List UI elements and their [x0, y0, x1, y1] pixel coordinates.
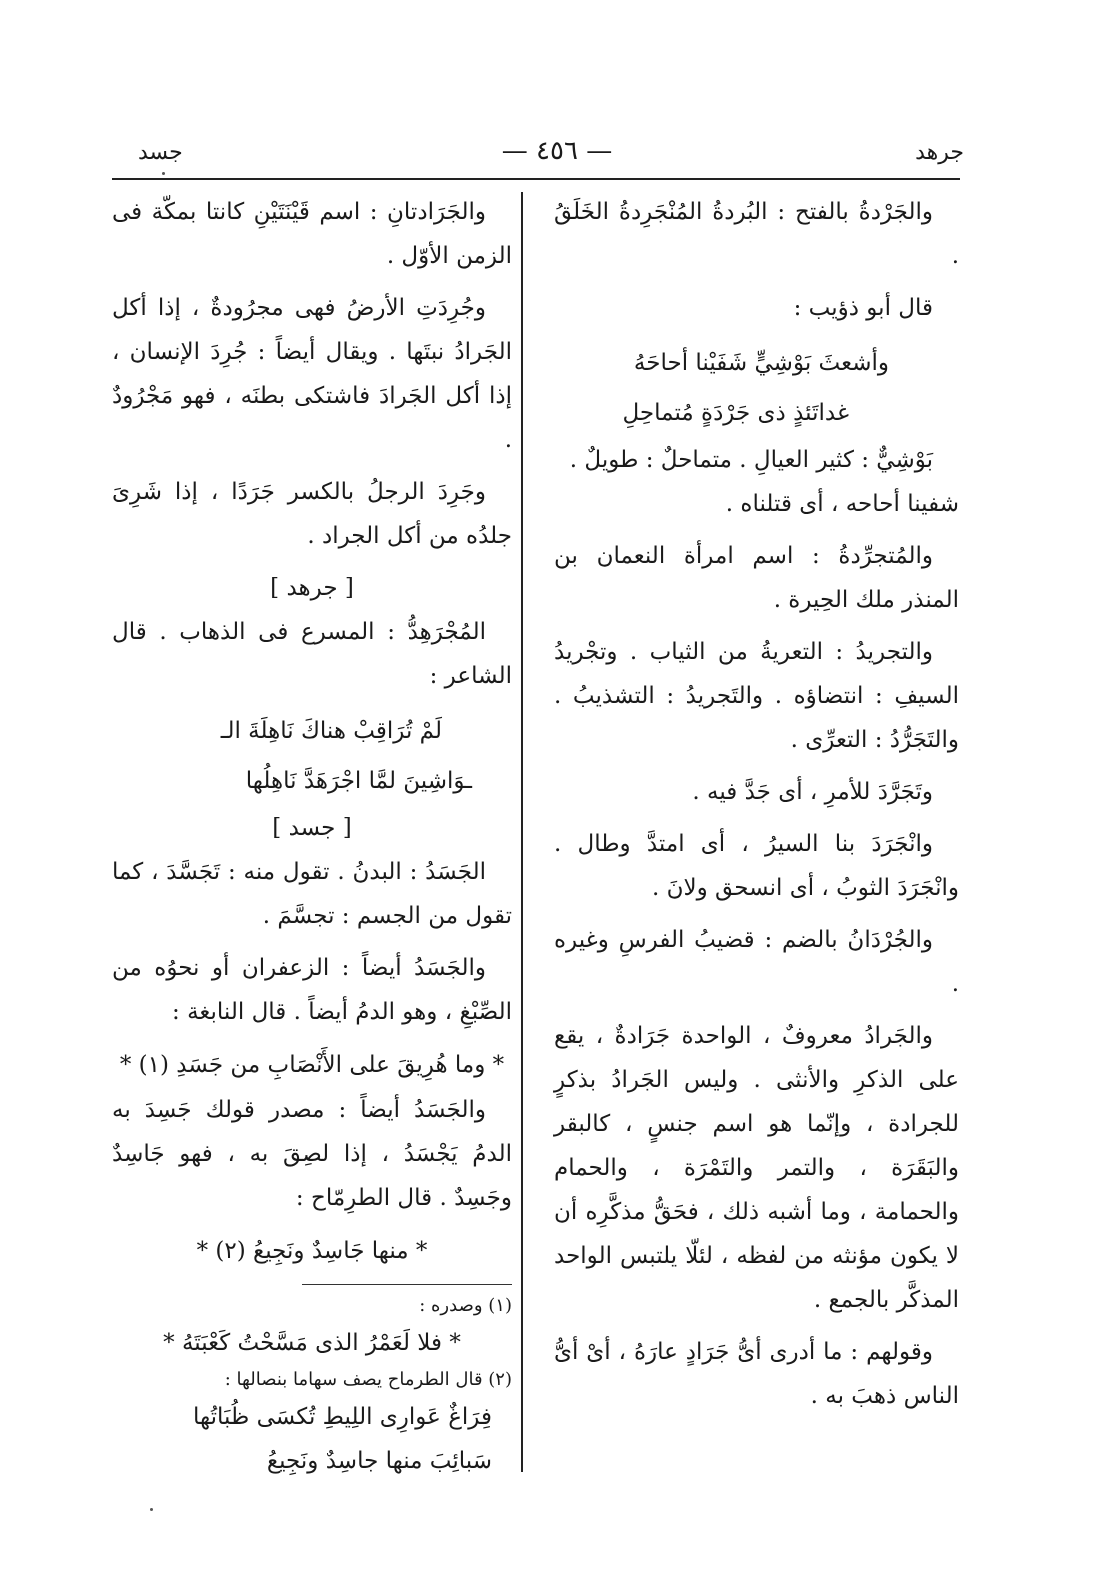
- entry-paragraph: وتَجَرَّدَ للأمرِ ، أى جَدَّ فيه .: [692, 779, 933, 805]
- footnote-rule: [302, 1284, 512, 1285]
- entry-paragraph: والجَرادُ معروفٌ ، الواحدة جَرَادةٌ ، يقع على الذكرِ والأنثى . وليس الجَرادُ بذكرٍ للجرادة ، وإنّما هو اسم جنسٍ ، كالبقر والبَقَرَة ، والتمر والتَمْرَة ، والحمام والحمامة ، وما أشبه ذلك ، فحَقُّ مذكَّرِه أن لا يكون مؤنثه من لفظه ، لئلّا يلتبس الواحد المذكَّر بالجمع .: [554, 1023, 959, 1313]
- entry-paragraph: شفينا أحاحه ، أى قتلناه .: [725, 491, 959, 517]
- header-rule: [112, 178, 960, 180]
- entry-paragraph: والجَرْدةُ بالفتح : البُردةُ المُنْجَرِدةُ الخَلَقُ .: [554, 199, 959, 269]
- entry-paragraph: وانْجَرَدَ بنا السيرُ ، أى امتدَّ وطال . وانْجَرَدَ الثوبُ ، أى انسحق ولانَ .: [554, 831, 959, 901]
- entry-paragraph: وجُرِدَتِ الأرضُ فهى مجرُودةٌ ، إذا أكل الجَرادُ نبتَها . ويقال أيضاً : جُرِدَ الإنسان ، إذا أكل الجَرادَ فاشتكى بطنَه ، فهو مَجْرُودٌ .: [112, 295, 512, 453]
- footnote-label: (١) وصدره :: [419, 1295, 512, 1316]
- footnote-label: (٢) قال الطرماح يصف سهاما بنصالها :: [224, 1369, 512, 1390]
- entry-paragraph: قال أبو ذؤيب :: [793, 295, 933, 321]
- entry-paragraph: والجَرَادتانِ : اسم قَيْنَتَيْنِ كانتا بمكّة فى الزمن الأوّل .: [112, 199, 512, 269]
- print-speck: [162, 172, 165, 175]
- entry-paragraph: والتجريدُ : التعريةُ من الثياب . وتجْريدُ السيفِ : انتضاؤه . والتَجريدُ : التشذيبُ . والتَجَرُّدُ : التعرِّى .: [554, 639, 959, 753]
- print-speck: [150, 1508, 153, 1511]
- footnote-verse: سَبائِبَ منها جاسِدٌ ونَجِيعُ: [266, 1448, 492, 1474]
- header-root-word-right: جرهد: [915, 140, 964, 165]
- verse-line: * منها جَاسِدٌ ونَجِيعُ (٢) *: [196, 1238, 428, 1264]
- entry-paragraph: والجُرْدَانُ بالضم : قضيبُ الفرسِ وغيره .: [554, 927, 959, 997]
- verse-line: * وما هُرِيقَ على الأَنْصَابِ من جَسَدِ (١) *: [119, 1052, 505, 1078]
- entry-paragraph: وجَرِدَ الرجلُ بالكسر جَرَدًا ، إذا شَرِىَ جلدُه من أكل الجراد .: [112, 479, 512, 549]
- entry-paragraph: الجَسَدُ : البدنُ . تقول منه : تَجَسَّدَ ، كما تقول من الجسم : تجسَّمَ .: [112, 859, 512, 929]
- header-root-word-left: جسد: [138, 140, 183, 165]
- column-divider: [521, 192, 523, 1472]
- entry-paragraph: المُجْرَهِدُّ : المسرع فى الذهاب . قال الشاعر :: [112, 619, 512, 689]
- section-heading: [ جرهد ]: [270, 575, 354, 601]
- verse-line: لَمْ تُرَاقِبْ هناكَ نَاهِلَةَ الـ: [220, 718, 442, 744]
- verse-line: وأشعثَ بَوْشِيٍّ شَفَيْنا أحاحَهُ: [633, 350, 889, 376]
- entry-paragraph: والجَسَدُ أيضاً : الزعفران أو نحوُه من الصِّبْغِ ، وهو الدمُ أيضاً . قال النابغة :: [112, 955, 512, 1025]
- entry-paragraph: والجَسَدُ أيضاً : مصدر قولك جَسِدَ به الدمُ يَجْسَدُ ، إذا لصِقَ به ، فهو جَاسِدٌ وجَسِدٌ . قال الطرِمّاح :: [112, 1097, 512, 1211]
- section-heading: [ جسد ]: [272, 815, 352, 841]
- footnote-verse: * فلا لَعَمْرُ الذى مَسَّحْتُ كَعْبَتَهُ *: [163, 1330, 461, 1356]
- entry-paragraph: والمُتجرِّدةُ : اسم امرأة النعمان بن المنذر ملك الحِيرة .: [554, 543, 959, 613]
- entry-paragraph: بَوْشِيٌّ : كثير العيالِ . متماحلٌ : طويلٌ .: [569, 447, 933, 473]
- verse-line: غداتَئذٍ ذى جَرْدَةٍ مُتماحِلِ: [622, 400, 849, 426]
- right-column: [554, 190, 959, 1426]
- verse-line: ـوَاشِينَ لمَّا اجْرَهَدَّ نَاهِلُها: [245, 768, 472, 794]
- entry-paragraph: وقولهم : ما أدرى أىُّ جَرَادٍ عارَهُ ، أىْ أىُّ الناس ذهبَ به .: [554, 1339, 959, 1409]
- page-number: — ٤٥٦ —: [501, 136, 613, 166]
- footnote-verse: فِرَاغٌ عَوارِى اللِيطِ تُكسَى ظُبَاتُها: [193, 1404, 492, 1430]
- left-column: [112, 190, 512, 1483]
